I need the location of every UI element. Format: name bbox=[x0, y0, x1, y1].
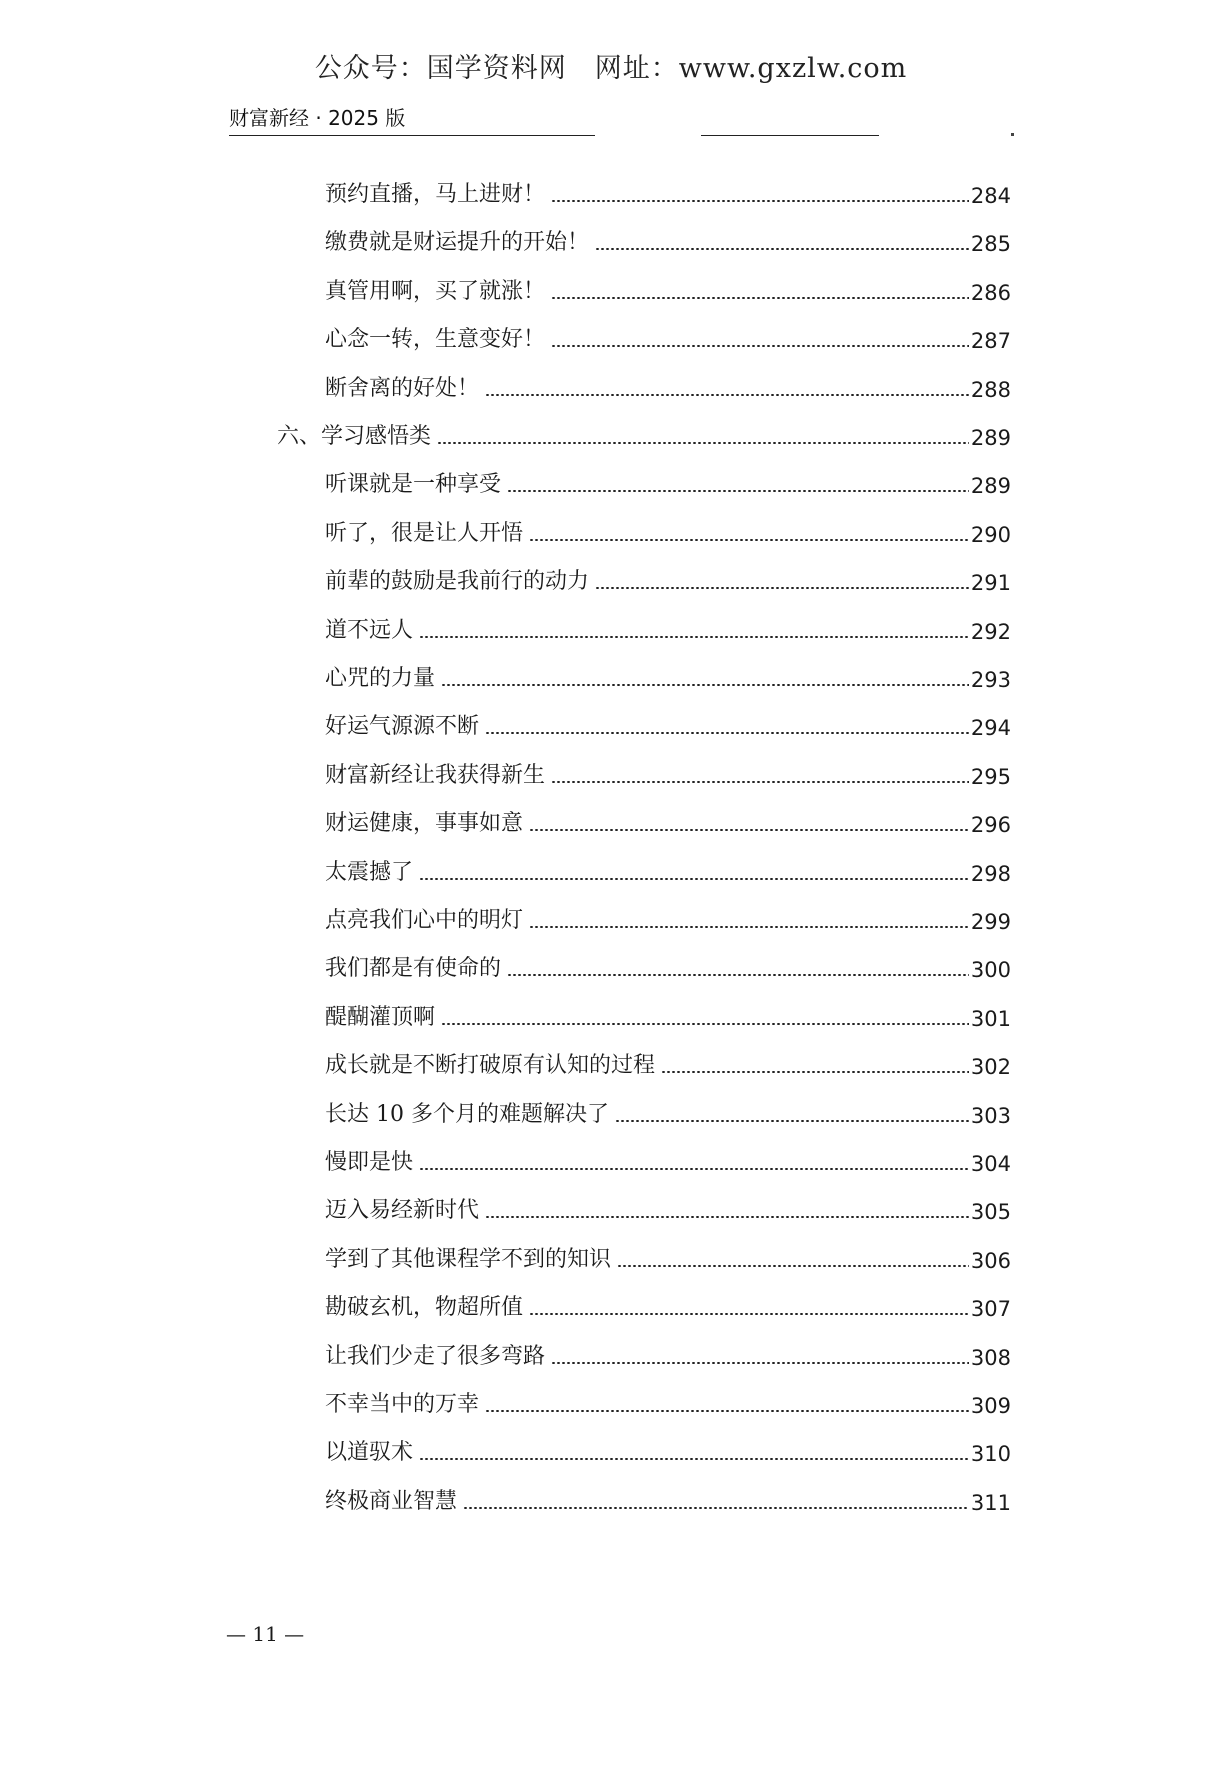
toc-entry bbox=[325, 368, 1011, 402]
toc-entry bbox=[325, 271, 1011, 305]
toc-entry-page: 298 bbox=[970, 861, 1011, 886]
toc-entry-page: 292 bbox=[970, 619, 1011, 644]
toc-entry-title: 成长就是不断打破原有认知的过程 bbox=[325, 1053, 656, 1079]
toc-dot-leader bbox=[419, 878, 969, 880]
toc-entry-page: 284 bbox=[970, 184, 1011, 208]
toc-entry-page: 308 bbox=[970, 1345, 1011, 1370]
toc-dot-leader bbox=[419, 1458, 969, 1460]
running-head: 财富新经 · 2025 版 bbox=[229, 106, 406, 130]
toc-entry-page: 287 bbox=[970, 329, 1011, 354]
toc-entry-page: 293 bbox=[970, 668, 1011, 692]
toc-entry-page: 300 bbox=[970, 958, 1011, 983]
toc-entry-page: 295 bbox=[970, 764, 1011, 789]
toc-entry-title: 财富新经让我获得新生 bbox=[325, 762, 546, 788]
toc-entry-title: 点亮我们心中的明灯 bbox=[325, 908, 524, 933]
toc-dot-leader bbox=[551, 297, 969, 299]
toc-entry bbox=[325, 222, 1011, 256]
toc-entry-title: 勘破玄机，物超所值 bbox=[325, 1295, 524, 1321]
toc-entry-title: 前辈的鼓励是我前行的动力 bbox=[325, 569, 590, 595]
toc-dot-leader bbox=[551, 1362, 969, 1364]
toc-dot-leader bbox=[485, 1410, 969, 1412]
toc-entry-page: 291 bbox=[970, 571, 1011, 596]
toc-entry-title: 迈入易经新时代 bbox=[325, 1198, 480, 1224]
toc-entry-title: 断舍离的好处！ bbox=[325, 375, 480, 401]
toc-entry bbox=[325, 997, 1011, 1031]
toc-entry-title: 道不远人 bbox=[325, 617, 414, 643]
toc-entry bbox=[325, 1142, 1011, 1176]
toc-dot-leader bbox=[661, 1071, 969, 1073]
toc-entry-title: 终极商业智慧 bbox=[325, 1488, 458, 1514]
toc-entry bbox=[325, 561, 1011, 595]
toc-entry-title: 太震撼了 bbox=[325, 859, 414, 885]
toc-dot-leader bbox=[529, 926, 969, 928]
toc-dot-leader bbox=[529, 539, 969, 541]
toc-entry-title: 听了，很是让人开悟 bbox=[325, 520, 524, 546]
toc-dot-leader bbox=[529, 829, 969, 831]
toc-entry-title: 心念一转，生意变好！ bbox=[325, 327, 546, 353]
toc-entry-title: 慢即是快 bbox=[325, 1150, 414, 1175]
toc-entry-title: 长达 10 多个月的难题解决了 bbox=[325, 1101, 609, 1127]
toc-entry bbox=[325, 464, 1011, 498]
toc-entry-page: 310 bbox=[970, 1442, 1011, 1467]
toc-entry-page: 294 bbox=[970, 716, 1011, 741]
toc-dot-leader bbox=[529, 1313, 969, 1315]
toc-entry-page: 304 bbox=[970, 1152, 1011, 1176]
toc-entry-title: 听课就是一种享受 bbox=[325, 472, 502, 498]
toc-dot-leader bbox=[485, 394, 969, 396]
toc-entry bbox=[325, 1384, 1011, 1418]
toc-entry bbox=[325, 658, 1011, 692]
toc-dot-leader bbox=[595, 248, 969, 250]
toc-entry-title: 不幸当中的万幸 bbox=[325, 1392, 480, 1417]
toc-dot-leader bbox=[551, 781, 969, 783]
toc-entry-page: 296 bbox=[970, 813, 1011, 838]
toc-entry bbox=[325, 755, 1011, 789]
toc-entry bbox=[325, 1481, 1011, 1515]
toc-entry-title: 让我们少走了很多弯路 bbox=[325, 1343, 546, 1369]
toc-entry bbox=[325, 1287, 1011, 1321]
toc-dot-leader bbox=[419, 1168, 969, 1170]
toc-entry-page: 302 bbox=[970, 1055, 1011, 1080]
toc-entry bbox=[325, 319, 1011, 353]
toc-entry bbox=[325, 803, 1011, 837]
page-number: — 11 — bbox=[226, 1622, 305, 1646]
toc-entry-page: 299 bbox=[970, 910, 1011, 934]
toc-entry bbox=[325, 948, 1011, 982]
watermark-header: 公众号：国学资料网 网址：www.gxzlw.com bbox=[314, 53, 908, 84]
toc-entry-page: 303 bbox=[970, 1103, 1011, 1128]
toc-entry-page: 289 bbox=[970, 474, 1011, 499]
toc-entry bbox=[325, 1336, 1011, 1370]
toc-entry-page: 306 bbox=[970, 1248, 1011, 1273]
toc-entry-title: 醍醐灌顶啊 bbox=[325, 1004, 436, 1030]
toc-entry bbox=[325, 900, 1011, 934]
toc-entry-page: 301 bbox=[970, 1006, 1011, 1031]
toc-entry bbox=[325, 513, 1011, 547]
toc-dot-leader bbox=[507, 974, 969, 976]
toc-entry bbox=[325, 852, 1011, 886]
toc-section-heading bbox=[277, 416, 1011, 450]
toc-entry bbox=[325, 1190, 1011, 1224]
toc-entry bbox=[325, 1045, 1011, 1079]
toc-dot-leader bbox=[617, 1265, 969, 1267]
toc-entry-title: 财运健康，事事如意 bbox=[325, 811, 524, 837]
toc-entry bbox=[325, 1432, 1011, 1466]
toc-entry-page: 307 bbox=[970, 1297, 1011, 1322]
toc-dot-leader bbox=[485, 1216, 969, 1218]
toc-entry bbox=[325, 1094, 1011, 1128]
toc-entry-page: 309 bbox=[970, 1394, 1011, 1418]
toc-entry bbox=[325, 706, 1011, 740]
toc-entry bbox=[325, 174, 1011, 208]
toc-entry-page: 290 bbox=[970, 522, 1011, 547]
toc-entry-title: 缴费就是财运提升的开始！ bbox=[325, 230, 590, 256]
toc-entry-title: 学到了其他课程学不到的知识 bbox=[325, 1246, 612, 1272]
toc-entry-title: 我们都是有使命的 bbox=[325, 956, 502, 982]
toc-entry-page: 288 bbox=[970, 377, 1011, 402]
toc-entry-page: 286 bbox=[970, 280, 1011, 305]
toc-entry-page: 289 bbox=[970, 426, 1011, 450]
toc-dot-leader bbox=[441, 684, 969, 686]
toc-entry-title: 心咒的力量 bbox=[325, 666, 436, 691]
toc-entry-title: 六、学习感悟类 bbox=[277, 424, 432, 449]
toc-entry-title: 以道驭术 bbox=[325, 1440, 414, 1466]
toc-dot-leader bbox=[615, 1120, 969, 1122]
toc-entry-title: 预约直播，马上进财！ bbox=[325, 182, 546, 207]
toc-entry-page: 285 bbox=[970, 232, 1011, 257]
toc-dot-leader bbox=[595, 587, 969, 589]
toc-entry-page: 311 bbox=[970, 1490, 1011, 1515]
toc-entry-title: 好运气源源不断 bbox=[325, 714, 480, 740]
toc-entry bbox=[325, 610, 1011, 644]
toc-dot-leader bbox=[437, 442, 969, 444]
toc-dot-leader bbox=[419, 636, 969, 638]
toc-entry bbox=[325, 1239, 1011, 1273]
toc-dot-leader bbox=[551, 345, 969, 347]
toc-dot-leader bbox=[441, 1023, 969, 1025]
toc-dot-leader bbox=[485, 732, 969, 734]
toc-dot-leader bbox=[463, 1507, 969, 1509]
toc-entry-title: 真管用啊，买了就涨！ bbox=[325, 278, 546, 304]
toc-dot-leader bbox=[507, 490, 969, 492]
toc-dot-leader bbox=[551, 200, 969, 202]
toc-entry-page: 305 bbox=[970, 1200, 1011, 1225]
